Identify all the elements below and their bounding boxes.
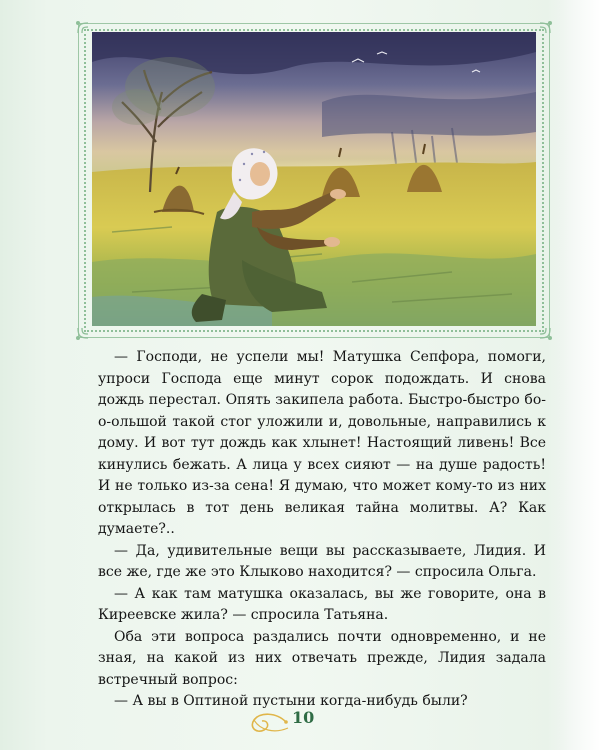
paragraph: — А как там матушка оказалась, вы же говорите, она в Киреевске жила? — спросила Татьяна. xyxy=(98,585,546,623)
body-text xyxy=(98,347,546,713)
paragraph: — Господи, не успели мы! Матушка Сепфора, помоги, упроси Господа еще минут сорок подождать. И снова дождь перестал. Опять закипела работа. Быстро-быстро бо-о-ольшой такой стог уложили и, довольные, направились к дому. И вот тут дождь как хлынет! Настоящий ливень! Все кинулись бежать. А лица у всех сияют — на душе радость! И не только из-за сена! Я думаю, что может кому-то из них открылась в тот день великая тайна молитвы. А? Как думаете?.. xyxy=(98,349,546,537)
corner-flourish-icon xyxy=(74,324,92,342)
page-flourish-icon xyxy=(246,708,290,738)
paragraph: — Да, удивительные вещи вы рассказываете, Лидия. И все же, где же это Клыково находится? — спросила Ольга. xyxy=(98,542,546,580)
page-footer xyxy=(246,708,336,740)
corner-flourish-icon xyxy=(74,19,92,37)
page-number: 10 xyxy=(292,708,315,727)
corner-flourish-icon xyxy=(536,324,554,342)
page-edge-shadow xyxy=(548,0,600,750)
corner-flourish-icon xyxy=(536,19,554,37)
paragraph: Оба эти вопроса раздались почти одновременно, и не зная, на какой из них отвечать прежде, Лидия задала встречный вопрос: xyxy=(98,628,546,688)
paragraph: — А вы в Оптиной пустыни когда-нибудь были? xyxy=(114,693,468,709)
illustration-praying-woman-field xyxy=(92,32,536,326)
